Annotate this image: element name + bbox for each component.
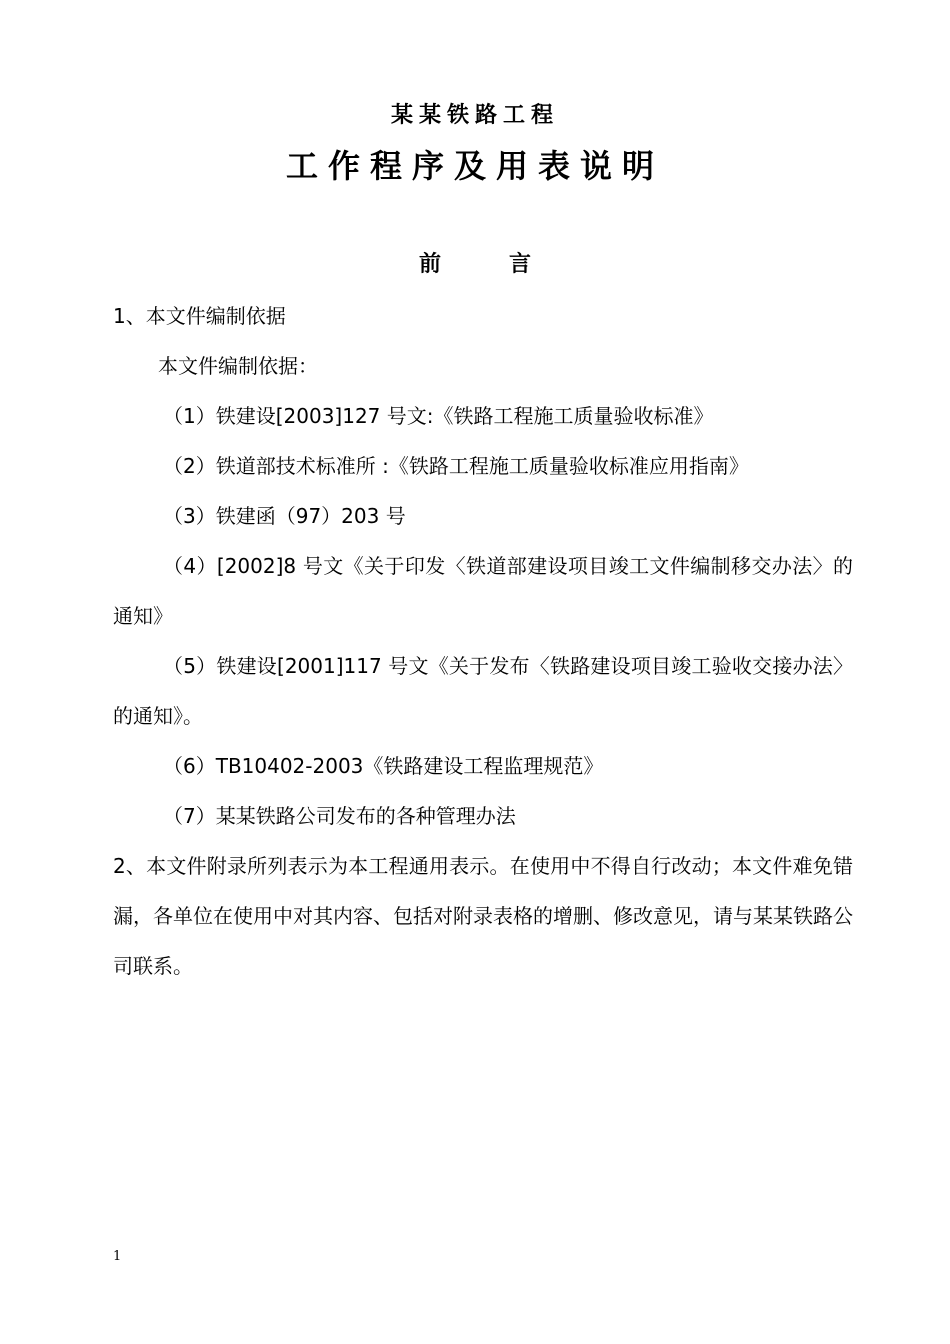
document-subtitle: 某某铁路工程 [390, 103, 559, 128]
reference-item-7: （7）某某铁路公司发布的各种管理办法 [163, 804, 516, 828]
section-1-intro: 本文件编制依据： [158, 354, 318, 378]
preface-heading-left: 前 [418, 252, 441, 277]
document-title: 工作程序及用表说明 [285, 147, 664, 185]
preface-heading-right: 言 [509, 252, 532, 277]
page-number: 1 [113, 1249, 122, 1264]
reference-item-1: （1）铁建设[2003]127 号文:《铁路工程施工质量验收标准》 [163, 404, 714, 428]
reference-item-6: （6）TB10402-2003《铁路建设工程监理规范》 [163, 754, 604, 778]
reference-item-4: （4）[2002]8 号文《关于印发〈铁道部建设项目竣工文件编制移交办法〉的通知》 [113, 554, 853, 628]
reference-item-3: （3）铁建函（97）203 号 [163, 504, 406, 528]
reference-item-5: （5）铁建设[2001]117 号文《关于发布〈铁路建设项目竣工验收交接办法〉的通知》。 [113, 654, 853, 728]
preface-heading [0, 248, 950, 282]
document-body [113, 291, 853, 991]
section-2-text: 2、本文件附录所列表示为本工程通用表示。在使用中不得自行改动；本文件难免错漏，各单位在使用中对其内容、包括对附录表格的增删、修改意见，请与某某铁路公司联系。 [113, 854, 853, 978]
reference-item-2: （2）铁道部技术标准所 :《铁路工程施工质量验收标准应用指南》 [163, 454, 749, 478]
section-1-heading: 1、本文件编制依据 [113, 304, 286, 328]
